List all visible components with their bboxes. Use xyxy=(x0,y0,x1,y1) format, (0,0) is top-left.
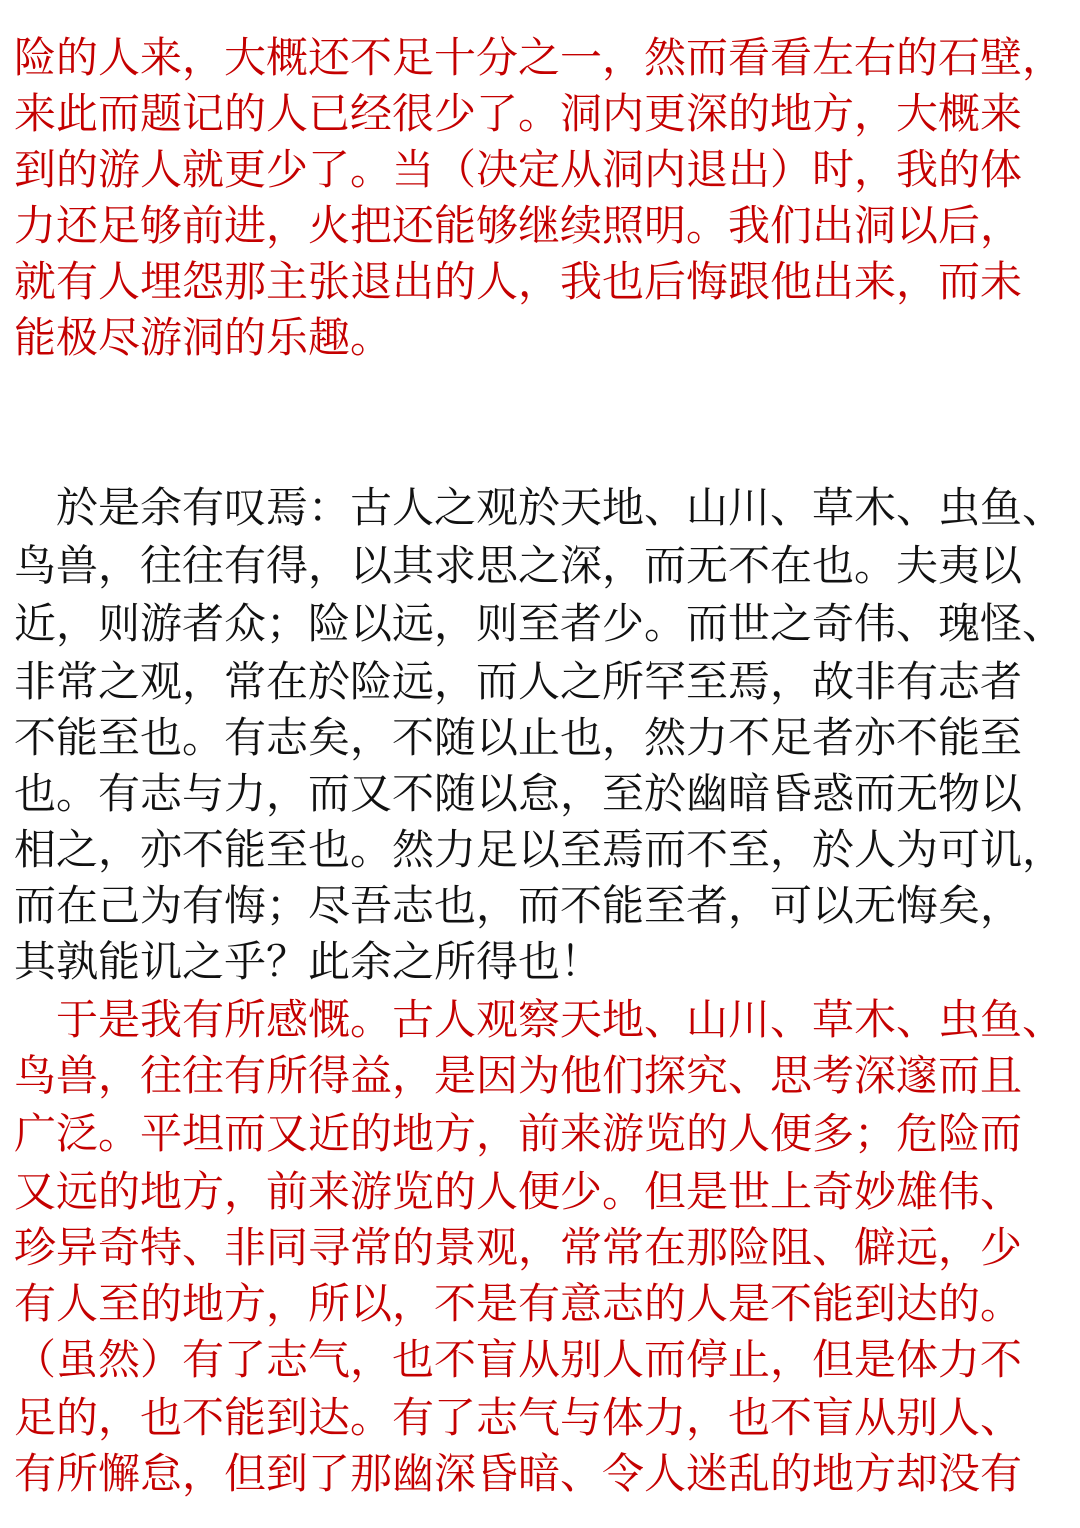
text-line: 就有人埋怨那主张退出的人，我也后悔跟他出来，而未 xyxy=(14,257,1023,306)
text-line: 有所懈怠，但到了那幽深昏暗、令人迷乱的地方却没有 xyxy=(14,1449,1023,1498)
text-line: 于是我有所感慨。古人观察天地、山川、草木、虫鱼、 xyxy=(14,995,1065,1044)
text-line: 非常之观，常在於险远，而人之所罕至焉，故非有志者 xyxy=(14,657,1023,706)
text-line: 险的人来，大概还不足十分之一，然而看看左右的石壁， xyxy=(14,33,1065,82)
text-line: 来此而题记的人已经很少了。洞内更深的地方，大概来 xyxy=(14,89,1023,138)
text-line: 到的游人就更少了。当（决定从洞内退出）时，我的体 xyxy=(14,145,1023,194)
text-line: 而在己为有悔；尽吾志也，而不能至者，可以无悔矣， xyxy=(14,881,1023,930)
text-line: 近，则游者众；险以远，则至者少。而世之奇伟、瑰怪、 xyxy=(14,599,1065,648)
text-line: 鸟兽，往往有得，以其求思之深，而无不在也。夫夷以 xyxy=(14,541,1023,590)
text-line: 不能至也。有志矣，不随以止也，然力不足者亦不能至 xyxy=(14,713,1023,762)
text-line: 广泛。平坦而又近的地方，前来游览的人便多；危险而 xyxy=(14,1109,1023,1158)
text-line: 於是余有叹焉：古人之观於天地、山川、草木、虫鱼、 xyxy=(14,483,1065,532)
text-line: 相之，亦不能至也。然力足以至焉而不至，於人为可讥， xyxy=(14,825,1065,874)
text-line: 足的，也不能到达。有了志气与体力，也不盲从别人、 xyxy=(14,1393,1023,1442)
text-line: 珍异奇特、非同寻常的景观，常常在那险阻、僻远，少 xyxy=(14,1223,1023,1272)
text-line: 能极尽游洞的乐趣。 xyxy=(14,313,393,362)
text-line: 力还足够前进，火把还能够继续照明。我们出洞以后， xyxy=(14,201,1023,250)
text-line: 有人至的地方，所以，不是有意志的人是不能到达的。 xyxy=(14,1279,1023,1328)
text-line: 也。有志与力，而又不随以怠，至於幽暗昏惑而无物以 xyxy=(14,769,1023,818)
text-line: 其孰能讥之乎？此余之所得也！ xyxy=(14,937,603,986)
text-line: 鸟兽，往往有所得益，是因为他们探究、思考深邃而且 xyxy=(14,1051,1023,1100)
text-line: （虽然）有了志气，也不盲从别人而停止，但是体力不 xyxy=(14,1335,1023,1384)
text-line: 又远的地方，前来游览的人便少。但是世上奇妙雄伟、 xyxy=(14,1167,1023,1216)
